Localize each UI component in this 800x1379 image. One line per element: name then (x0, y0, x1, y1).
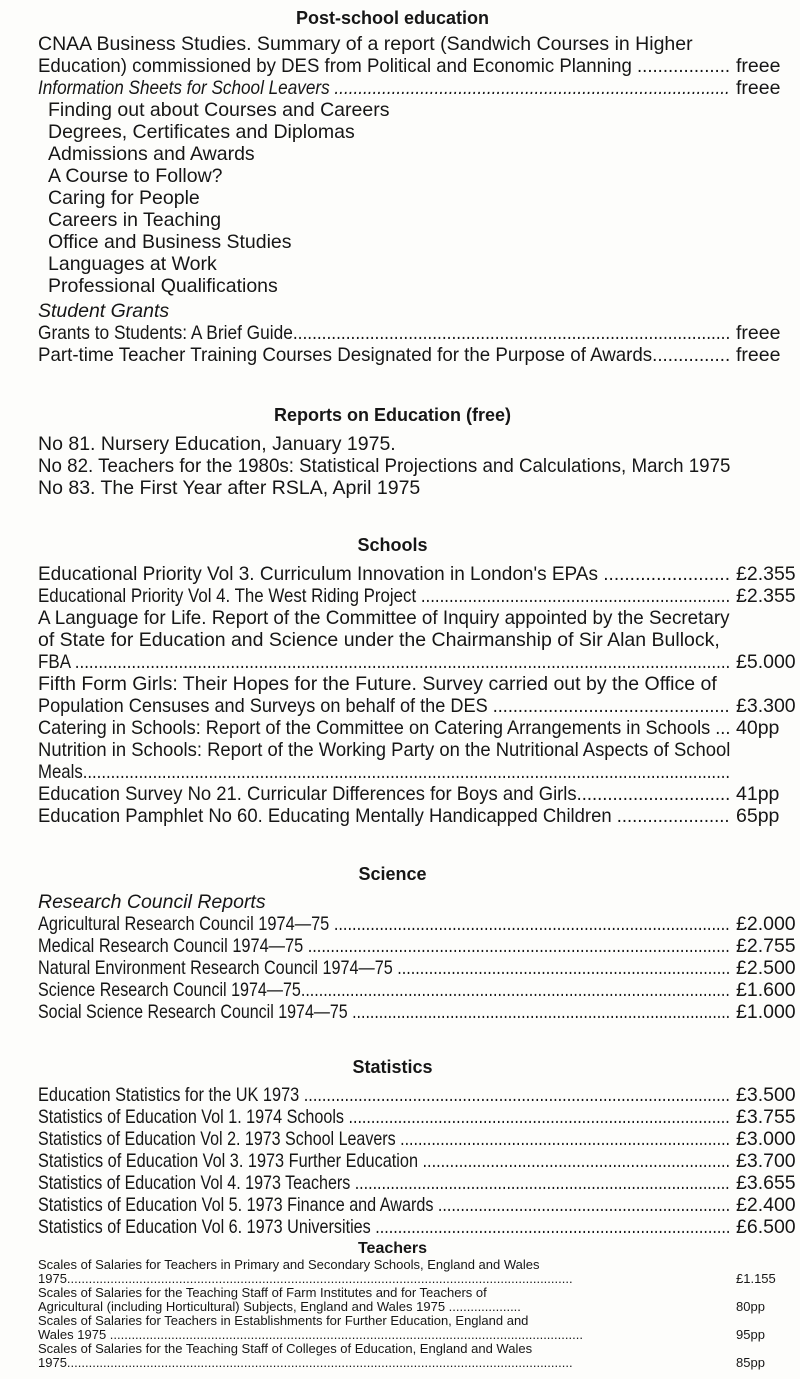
report-line: No 81. Nursery Education, January 1975. (38, 433, 396, 455)
entry-line: A Language for Life. Report of the Committee of Inquiry appointed by the Secretary (38, 607, 730, 629)
list-item: Finding out about Courses and Careers (48, 99, 390, 121)
entry-line: 1975............................................................................................................................................ (38, 1355, 573, 1370)
report-line: No 83. The First Year after RSLA, April 1975 (38, 477, 421, 499)
entry-line: Scales of Salaries for Teachers in Primary and Secondary Schools, England and Wales (38, 1257, 540, 1272)
page-title: Post-school education (295, 8, 490, 28)
price: £1.600 (736, 979, 796, 1001)
entry-line: FBA ........................................................................................................................................... (38, 651, 731, 673)
price: £2.355 (736, 585, 796, 607)
price: £1.000 (736, 1001, 796, 1023)
entry-line: Statistics of Education Vol 4. 1973 Teachers .................................................................................... (38, 1172, 730, 1194)
price: £1.155 (736, 1271, 776, 1286)
entry-line: Agricultural (including Horticultural) Subjects, England and Wales 1975 .................... (38, 1299, 521, 1314)
report-line: No 82. Teachers for the 1980s: Statistical Projections and Calculations, March 1975 (38, 455, 731, 477)
list-item: A Course to Follow? (48, 165, 223, 187)
list-item: Professional Qualifications (48, 275, 278, 297)
entry-line: Education Pamphlet No 60. Educating Mentally Handicapped Children ...................... (38, 805, 730, 827)
entry-line: Statistics of Education Vol 5. 1973 Finance and Awards ................................................................. (38, 1194, 731, 1216)
entry-line: Science Research Council 1974—75................................................................................................ (38, 979, 730, 1001)
price: 40pp (736, 717, 780, 739)
entry-line: Agricultural Research Council 1974—75 ....................................................................................... (38, 913, 730, 935)
entry-line: Meals........................................................................................................................................... (38, 761, 731, 783)
entry-line: Scales of Salaries for the Teaching Staff of Colleges of Education, England and Wales (38, 1341, 533, 1356)
list-item: Careers in Teaching (48, 209, 222, 231)
intro-line-1: CNAA Business Studies. Summary of a report (Sandwich Courses in Higher (38, 33, 693, 55)
list-item: Languages at Work (48, 253, 217, 275)
price: 95pp (736, 1327, 765, 1342)
list-item: Office and Business Studies (48, 231, 292, 253)
list-item: Admissions and Awards (48, 143, 255, 165)
section-heading-schools: Schools (357, 535, 428, 555)
price: 41pp (736, 783, 780, 805)
entry-line: Natural Environment Research Council 1974—75 .......................................................................... (38, 957, 731, 979)
price: 85pp (736, 1355, 765, 1370)
entry-line: Part-time Teacher Training Courses Designated for the Purpose of Awards............... (38, 344, 731, 366)
price: £5.000 (736, 651, 796, 673)
price: £3.700 (736, 1150, 796, 1172)
entry-line: Medical Research Council 1974—75 ............................................................................................. (38, 935, 730, 957)
price: £2.400 (736, 1194, 796, 1216)
intro-line-3: Information Sheets for School Leavers ................................................................................... (38, 77, 730, 99)
entry-line: Statistics of Education Vol 6. 1973 Universities ............................................................................... (38, 1216, 731, 1238)
price: £2.355 (736, 563, 796, 585)
entry-line: Education Statistics for the UK 1973 .............................................................................................. (38, 1084, 730, 1106)
entry-line: Wales 1975 ................................................................................................................................... (38, 1327, 583, 1342)
price: freee (736, 344, 781, 366)
price: freee (736, 77, 781, 99)
entry-line: Scales of Salaries for Teachers in Establishments for Further Education, England and (38, 1313, 529, 1328)
entry-line: Statistics of Education Vol 2. 1973 School Leavers .......................................................................... (38, 1128, 730, 1150)
price: £3.500 (736, 1084, 796, 1106)
intro-line-2: Education) commissioned by DES from Political and Economic Planning .................. (38, 55, 731, 77)
section-heading-statistics: Statistics (352, 1057, 433, 1077)
price: 80pp (736, 1299, 765, 1314)
section-heading-science: Science (358, 864, 427, 884)
section-heading-reports: Reports on Education (free) (273, 405, 511, 425)
entry-line: Social Science Research Council 1974—75 ..................................................................................... (38, 1001, 731, 1023)
section-heading-teachers: Teachers (357, 1240, 428, 1257)
entry-line: Statistics of Education Vol 3. 1973 Further Education .................................................................... (38, 1150, 731, 1172)
price: £3.655 (736, 1172, 796, 1194)
price: 65pp (736, 805, 780, 827)
entry-line: Statistics of Education Vol 1. 1974 Schools ..................................................................................... (38, 1106, 730, 1128)
entry-line: Fifth Form Girls: Their Hopes for the Future. Survey carried out by the Office of (38, 673, 717, 695)
price: £2.000 (736, 913, 796, 935)
price: £2.755 (736, 935, 796, 957)
entry-line: Educational Priority Vol 4. The West Riding Project .................................................................. (38, 585, 731, 607)
section-heading-student-grants: Student Grants (38, 300, 170, 322)
entry-line: Education Survey No 21. Curricular Differences for Boys and Girls.............................. (38, 783, 731, 805)
entry-line: Catering in Schools: Report of the Committee on Catering Arrangements in Schools ... (38, 717, 731, 739)
entry-line: of State for Education and Science under the Chairmanship of Sir Alan Bullock, (38, 629, 720, 651)
price: £3.000 (736, 1128, 796, 1150)
list-item: Degrees, Certificates and Diplomas (48, 121, 355, 143)
price: £2.500 (736, 957, 796, 979)
price: freee (736, 322, 781, 344)
entry-line: 1975............................................................................................................................................ (38, 1271, 573, 1286)
price: freee (736, 55, 781, 77)
entry-line: Population Censuses and Surveys on behalf of the DES ............................................... (38, 695, 730, 717)
list-item: Caring for People (48, 187, 200, 209)
entry-line: Grants to Students: A Brief Guide........................................................................................... (38, 322, 731, 344)
price: £6.500 (736, 1216, 796, 1238)
entry-line: Nutrition in Schools: Report of the Working Party on the Nutritional Aspects of School (38, 739, 731, 761)
price: £3.755 (736, 1106, 796, 1128)
entry-line: Scales of Salaries for the Teaching Staff of Farm Institutes and for Teachers of (38, 1285, 487, 1300)
price: £3.300 (736, 695, 796, 717)
subheading-research-council: Research Council Reports (38, 891, 266, 913)
entry-line: Educational Priority Vol 3. Curriculum Innovation in London's EPAs ........................ (38, 563, 730, 585)
